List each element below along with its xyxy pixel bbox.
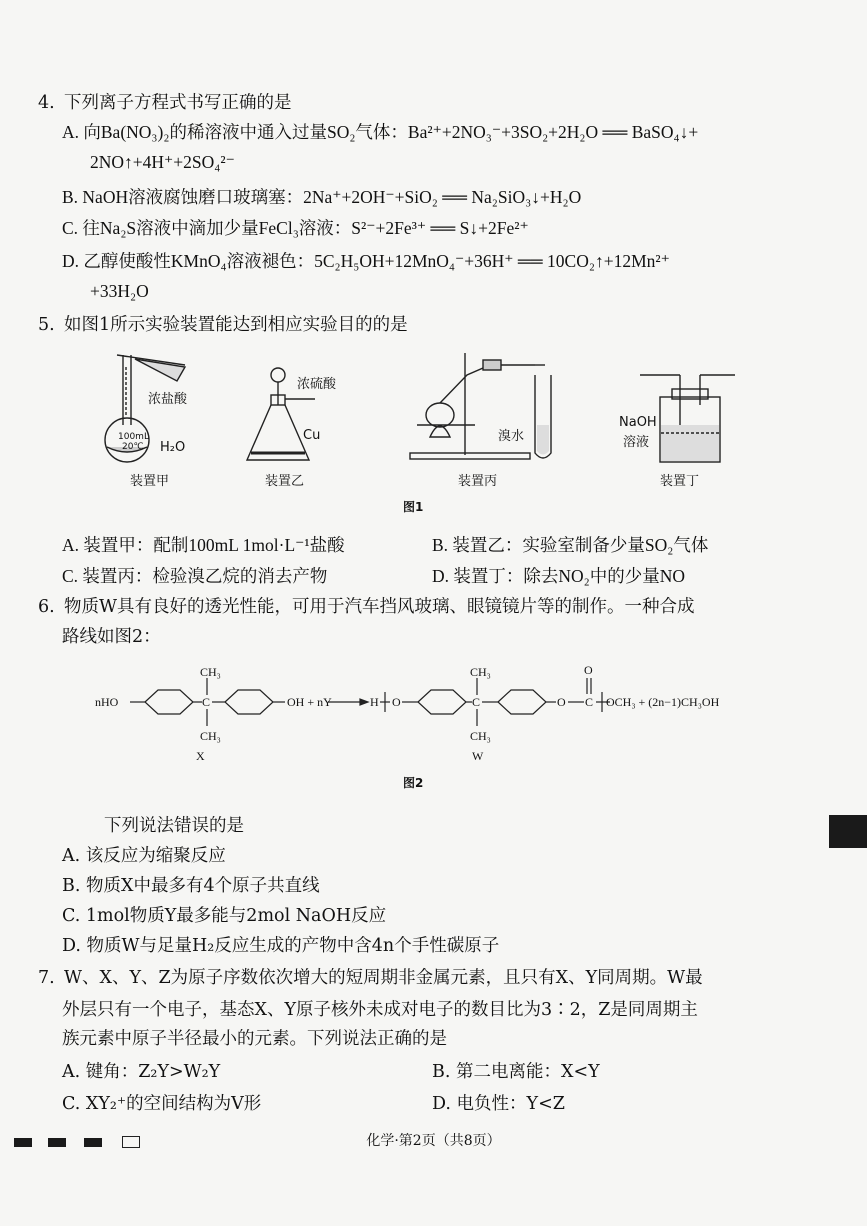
scheme-label-x: X	[196, 749, 205, 763]
q4-option-a-line2: 2NO↑+4H⁺+2SO₄²⁻	[90, 152, 235, 172]
label-conc-h2so4: 浓硫酸	[297, 377, 337, 392]
q5-option-d: D. 装置丁：除去NO₂中的少量NO	[432, 566, 686, 586]
question-text: W、X、Y、Z为原子序数依次增大的短周期非金属元素，且只有X、Y同周期。W最	[64, 968, 703, 988]
question-number: 4.	[38, 93, 55, 113]
scheme-nho: nHO	[95, 695, 119, 709]
scheme-ch3-top-w: CH₃	[470, 665, 491, 679]
label-solution: 溶液	[623, 435, 650, 450]
question-7-stem-line3: 族元素中原子半径最小的元素。下列说法正确的是	[62, 1029, 447, 1049]
q6-option-c: C. 1mol物质Y最多能与2mol NaOH反应	[62, 906, 387, 926]
label-conc-hcl: 浓盐酸	[148, 392, 188, 407]
q4-option-c: C. 往Na₂S溶液中滴加少量FeCl₃溶液：S²⁻+2Fe³⁺ ══ S↓+2Fe²⁺	[62, 218, 529, 238]
q7-option-c: C. XY₂⁺的空间结构为V形	[62, 1094, 262, 1114]
figure-1-caption: 图1	[403, 500, 424, 514]
question-4-stem	[38, 88, 292, 118]
label-h2o: H₂O	[160, 440, 186, 455]
q4-option-b: B. NaOH溶液腐蚀磨口玻璃塞：2Na⁺+2OH⁻+SiO₂ ══ Na₂SiO₃↓+H₂O	[62, 187, 582, 207]
q4-option-a-line1: A. 向Ba(NO₃)₂的稀溶液中通入过量SO₂气体：Ba²⁺+2NO₃⁻+3SO₂+2H₂O ══ BaSO₄↓+	[62, 122, 699, 142]
scheme-c-w: C	[472, 695, 481, 709]
apparatus-bing	[410, 353, 551, 459]
label-flask-temp: 20℃	[122, 442, 144, 452]
scheme-h: H	[370, 695, 379, 709]
figure-2-scheme	[90, 660, 770, 770]
scheme-carbonyl-o: O	[584, 663, 593, 677]
q6-option-d: D. 物质W与足量H₂反应生成的产物中含4n个手性碳原子	[62, 936, 500, 956]
scheme-carbonyl-c: C	[585, 695, 594, 709]
scheme-oh-ny: OH + nY	[287, 695, 332, 709]
question-text: 下列离子方程式书写正确的是	[64, 93, 292, 113]
question-7-stem-line1	[38, 963, 703, 993]
question-6-stem-line2: 路线如图2：	[62, 627, 161, 647]
question-6-stem-line1	[38, 592, 694, 622]
question-5-stem	[38, 310, 408, 340]
question-7-stem-line2: 外层只有一个电子，基态X、Y原子核外未成对电子的数目比为3∶2，Z是同周期主	[62, 1000, 698, 1020]
question-text: 如图1所示实验装置能达到相应实验目的的是	[64, 315, 408, 335]
label-flask-volume: 100mL	[118, 432, 149, 442]
scheme-o-right: O	[557, 695, 566, 709]
label-apparatus-yi: 装置乙	[265, 474, 305, 489]
label-naoh: NaOH	[619, 415, 657, 430]
side-tab-marker	[829, 815, 867, 848]
q4-option-d-line2: +33H₂O	[90, 281, 149, 301]
scheme-c-x: C	[202, 695, 211, 709]
q4-option-d-line1: D. 乙醇使酸性KMnO₄溶液褪色：5C₂H₅OH+12MnO₄⁻+36H⁺ ══ 10CO₂↑+12Mn²⁺	[62, 251, 670, 271]
scheme-ch3-bottom-x: CH₃	[200, 729, 221, 743]
q7-option-d: D. 电负性：Y<Z	[432, 1094, 565, 1114]
q5-option-b: B. 装置乙：实验室制备少量SO₂气体	[432, 535, 709, 555]
label-apparatus-jia: 装置甲	[130, 474, 170, 489]
scheme-o-left: O	[392, 695, 401, 709]
question-number: 6.	[38, 597, 55, 617]
scheme-ch3-top-x: CH₃	[200, 665, 221, 679]
scheme-ch3-bottom-w: CH₃	[470, 729, 491, 743]
question-number: 7.	[38, 968, 55, 988]
label-apparatus-ding: 装置丁	[660, 474, 700, 489]
q7-option-b: B. 第二电离能：X<Y	[432, 1062, 600, 1082]
scheme-label-w: W	[472, 749, 484, 763]
question-text: 物质W具有良好的透光性能，可用于汽车挡风玻璃、眼镜镜片等的制作。一种合成	[64, 597, 695, 617]
q5-option-c: C. 装置丙：检验溴乙烷的消去产物	[62, 566, 328, 586]
q6-option-a: A. 该反应为缩聚反应	[62, 846, 226, 866]
scheme-tail: OCH₃ + (2n−1)CH₃OH	[606, 695, 720, 709]
label-bromine-water: 溴水	[498, 429, 525, 444]
page-footer: 化学·第2页（共8页）	[366, 1133, 501, 1149]
label-apparatus-bing: 装置丙	[458, 474, 498, 489]
q5-option-a: A. 装置甲：配制100mL 1mol·L⁻¹盐酸	[62, 535, 345, 555]
label-cu: Cu	[303, 428, 321, 443]
q6-sub-stem: 下列说法错误的是	[104, 816, 244, 836]
question-number: 5.	[38, 315, 55, 335]
figure-2-caption: 图2	[403, 776, 424, 790]
q7-option-a: A. 键角：Z₂Y>W₂Y	[62, 1062, 221, 1082]
q6-option-b: B. 物质X中最多有4个原子共直线	[62, 876, 320, 896]
